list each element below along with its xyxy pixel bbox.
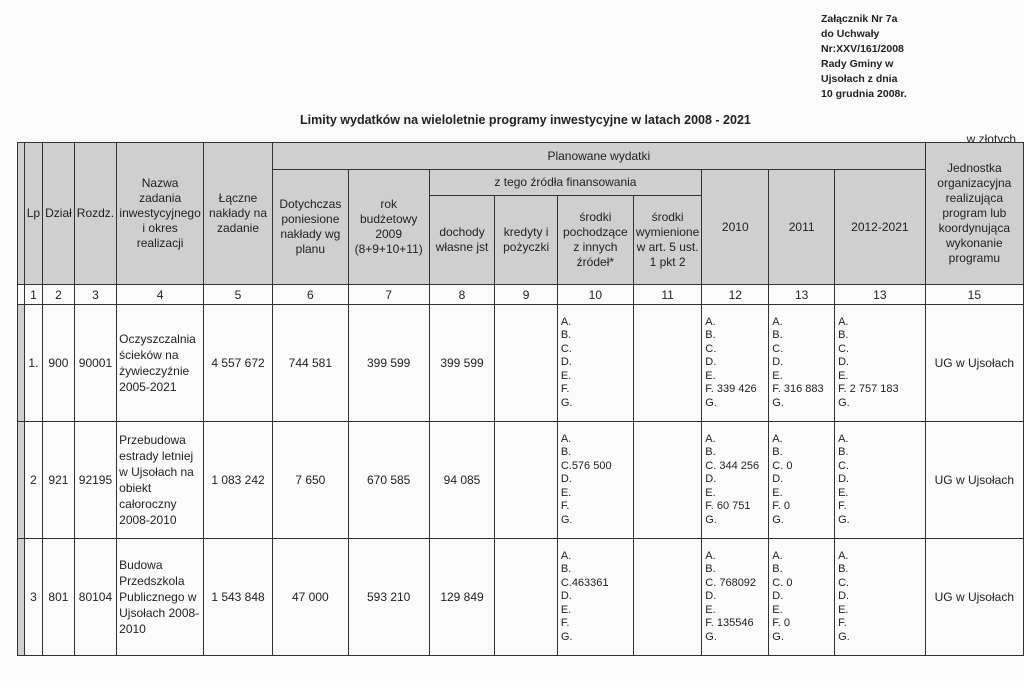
source-line: B.: [560, 446, 572, 459]
column-number: 7: [348, 285, 429, 305]
column-number: 12: [702, 285, 769, 305]
header-planowane: Planowane wydatki: [272, 143, 925, 170]
column-number: 9: [495, 285, 557, 305]
header-2010: 2010: [702, 170, 769, 285]
cell-2012-2021: [835, 539, 926, 656]
cell-jednostka: UG w Ujsołach: [925, 305, 1023, 422]
column-number: 13: [769, 285, 835, 305]
cell-dochody: 399 599: [429, 305, 495, 422]
source-line: F.: [560, 500, 570, 513]
source-line: F. 135546: [705, 617, 754, 630]
header-nazwa: Nazwa zadania inwestycyjnego i okres realizacji: [117, 143, 204, 285]
source-line: A.: [705, 315, 716, 328]
source-line: C.: [838, 342, 850, 355]
source-line: G.: [838, 513, 850, 526]
column-number: 3: [74, 285, 116, 305]
source-line: D.: [772, 473, 784, 486]
cell-rozdzial: 90001: [74, 305, 116, 422]
source-line: G.: [838, 396, 850, 409]
source-line: F. 0: [772, 500, 790, 513]
source-line: C.: [560, 342, 572, 355]
source-line: F.: [838, 500, 847, 513]
column-number: 15: [925, 285, 1023, 305]
source-line: E.: [838, 603, 849, 616]
source-line: C.: [838, 576, 850, 589]
source-line: F.: [560, 617, 570, 630]
cell-rozdzial: 80104: [74, 539, 116, 656]
source-line: A.: [772, 315, 783, 328]
cell-2011: [769, 422, 835, 539]
cell-rok: 593 210: [348, 539, 429, 656]
source-line: D.: [772, 590, 784, 603]
source-line: C.463361: [560, 576, 609, 589]
attachment-line: Ujsołach z dnia: [821, 73, 898, 85]
cell-dotychczas: 7 650: [272, 422, 348, 539]
source-line: G.: [560, 630, 573, 643]
source-line: B.: [838, 563, 849, 576]
source-line: G.: [705, 513, 717, 526]
cell-kredyty: [495, 422, 557, 539]
cell-2011: [769, 539, 835, 656]
source-line: C. 0: [772, 459, 793, 472]
source-line: B.: [560, 563, 572, 576]
header-lp: Lp: [24, 143, 42, 285]
column-number: 2: [43, 285, 75, 305]
source-line: G.: [705, 630, 717, 643]
cell-kredyty: [495, 539, 557, 656]
source-line: A.: [838, 549, 849, 562]
cell-srodki-wymienione: [633, 539, 701, 656]
cell-lp: 2: [24, 422, 42, 539]
source-line: E.: [560, 486, 572, 499]
cell-srodki-wymienione: [633, 305, 701, 422]
source-line: F. 316 883: [772, 383, 824, 396]
cell-srodki-inne: [557, 422, 633, 539]
source-line: G.: [560, 396, 573, 409]
source-line: E.: [838, 486, 849, 499]
header-jednostka: Jednostka organizacyjna realizująca program lub koordynująca wykonanie programu: [925, 143, 1023, 285]
source-line: B.: [772, 563, 783, 576]
cell-dzial: 921: [43, 422, 75, 539]
source-line: B.: [838, 446, 849, 459]
column-number: 10: [557, 285, 633, 305]
header-srodki-inne: środki pochodzące z innych źródeł*: [557, 196, 633, 285]
source-line: D.: [705, 473, 717, 486]
source-line: D.: [838, 473, 850, 486]
unit-note: w złotych: [966, 132, 1016, 146]
cell-2010: [702, 305, 769, 422]
source-line: F. 0: [772, 617, 790, 630]
source-line: F.: [838, 617, 847, 630]
source-line: B.: [772, 329, 783, 342]
source-line: C.: [772, 342, 784, 355]
cell-nazwa: Przebudowa estrady letniej w Ujsołach na obiekt całoroczny 2008-2010: [117, 422, 204, 539]
column-number: 8: [429, 285, 495, 305]
source-line: B.: [705, 563, 716, 576]
cell-kredyty: [495, 305, 557, 422]
source-line: A.: [705, 549, 716, 562]
source-line: C.: [838, 459, 850, 472]
cell-dzial: 801: [43, 539, 75, 656]
source-line: D.: [560, 473, 572, 486]
cell-laczne: 1 083 242: [204, 422, 273, 539]
header-dotychczas: Dotychczas poniesione nakłady wg planu: [272, 170, 348, 285]
attachment-line: Załącznik Nr 7a: [821, 13, 898, 25]
source-line: G.: [772, 513, 784, 526]
source-line: A.: [838, 432, 849, 445]
cell-nazwa: Budowa Przedszkola Publicznego w Ujsołach 2008-2010: [117, 539, 204, 656]
source-line: C. 768092: [705, 576, 757, 589]
source-line: D.: [705, 356, 717, 369]
document-title: Limity wydatków na wieloletnie programy inwestycyjne w latach 2008 - 2021: [300, 113, 751, 127]
cell-lp: 1.: [24, 305, 42, 422]
column-number-stub: [18, 285, 25, 305]
source-line: A.: [772, 549, 783, 562]
header-dzial: Dział: [43, 143, 75, 285]
header-rozdzial: Rozdz.: [74, 143, 116, 285]
source-line: F.: [560, 383, 570, 396]
cell-dotychczas: 47 000: [272, 539, 348, 656]
attachment-line: do Uchwały: [821, 28, 880, 40]
source-line: F. 2 757 183: [838, 383, 899, 396]
cell-2012-2021: [835, 422, 926, 539]
column-number: 1: [24, 285, 42, 305]
header-srodki-wymienione: środki wymienione w art. 5 ust. 1 pkt 2: [633, 196, 701, 285]
source-line: B.: [705, 446, 716, 459]
cell-2011: [769, 305, 835, 422]
column-number-row: [18, 285, 1024, 305]
source-line: E.: [772, 369, 783, 382]
source-line: D.: [838, 590, 850, 603]
cell-laczne: 4 557 672: [204, 305, 273, 422]
source-line: G.: [560, 513, 573, 526]
column-number: 13: [835, 285, 926, 305]
source-line: A.: [705, 432, 716, 445]
header-zrodla: z tego źródła finansowania: [429, 170, 702, 196]
source-line: E.: [560, 603, 572, 616]
source-line: E.: [705, 486, 716, 499]
source-line: D.: [705, 590, 717, 603]
header-rok: rok budżetowy 2009 (8+9+10+11): [348, 170, 429, 285]
source-line: C.576 500: [560, 459, 612, 472]
row-stub: [18, 539, 25, 656]
table-row: [18, 422, 1024, 539]
source-line: A.: [560, 549, 572, 562]
source-line: G.: [705, 396, 717, 409]
source-line: E.: [560, 369, 572, 382]
table-row: [18, 305, 1024, 422]
source-line: D.: [560, 356, 572, 369]
source-line: B.: [772, 446, 783, 459]
cell-srodki-inne: [557, 539, 633, 656]
header-2012-2021: 2012-2021: [835, 170, 926, 285]
source-line: B.: [705, 329, 716, 342]
column-number: 6: [272, 285, 348, 305]
cell-rok: 670 585: [348, 422, 429, 539]
column-number: 4: [117, 285, 204, 305]
source-line: B.: [560, 329, 572, 342]
cell-dzial: 900: [43, 305, 75, 422]
source-line: E.: [772, 603, 783, 616]
source-line: E.: [705, 603, 716, 616]
source-line: D.: [560, 590, 572, 603]
cell-srodki-inne: [557, 305, 633, 422]
source-line: D.: [772, 356, 784, 369]
cell-2012-2021: [835, 305, 926, 422]
header-2011: 2011: [769, 170, 835, 285]
source-line: F. 339 426: [705, 383, 757, 396]
source-line: G.: [772, 630, 784, 643]
attachment-line: Rady Gminy w: [821, 58, 894, 70]
source-line: A.: [560, 315, 572, 328]
attachment-note: [821, 12, 907, 102]
header-stub: [18, 143, 25, 285]
source-line: E.: [838, 369, 849, 382]
column-number: 11: [633, 285, 701, 305]
source-line: C.: [705, 342, 717, 355]
source-line: G.: [838, 630, 850, 643]
cell-jednostka: UG w Ujsołach: [925, 422, 1023, 539]
cell-jednostka: UG w Ujsołach: [925, 539, 1023, 656]
source-line: A.: [838, 315, 849, 328]
cell-2010: [702, 422, 769, 539]
cell-nazwa: Oczyszczalnia ścieków na żywieczyźnie 2005-2021: [117, 305, 204, 422]
cell-2010: [702, 539, 769, 656]
header-dochody: dochody własne jst: [429, 196, 495, 285]
cell-rok: 399 599: [348, 305, 429, 422]
source-line: A.: [772, 432, 783, 445]
cell-dochody: 129 849: [429, 539, 495, 656]
source-line: G.: [772, 396, 784, 409]
source-line: B.: [838, 329, 849, 342]
header-kredyty: kredyty i pożyczki: [495, 196, 557, 285]
attachment-line: Nr:XXV/161/2008: [821, 43, 904, 55]
table-row: [18, 539, 1024, 656]
source-line: F. 60 751: [705, 500, 751, 513]
source-line: C. 0: [772, 576, 793, 589]
source-line: A.: [560, 432, 572, 445]
investment-limits-table: [17, 142, 1024, 656]
source-line: E.: [705, 369, 716, 382]
cell-dochody: 94 085: [429, 422, 495, 539]
source-line: C. 344 256: [705, 459, 760, 472]
row-stub: [18, 422, 25, 539]
source-line: E.: [772, 486, 783, 499]
cell-rozdzial: 92195: [74, 422, 116, 539]
attachment-line: 10 grudnia 2008r.: [821, 88, 907, 100]
cell-dotychczas: 744 581: [272, 305, 348, 422]
row-stub: [18, 305, 25, 422]
header-laczne: Łączne nakłady na zadanie: [204, 143, 273, 285]
cell-laczne: 1 543 848: [204, 539, 273, 656]
column-number: 5: [204, 285, 273, 305]
cell-srodki-wymienione: [633, 422, 701, 539]
source-line: D.: [838, 356, 850, 369]
cell-lp: 3: [24, 539, 42, 656]
